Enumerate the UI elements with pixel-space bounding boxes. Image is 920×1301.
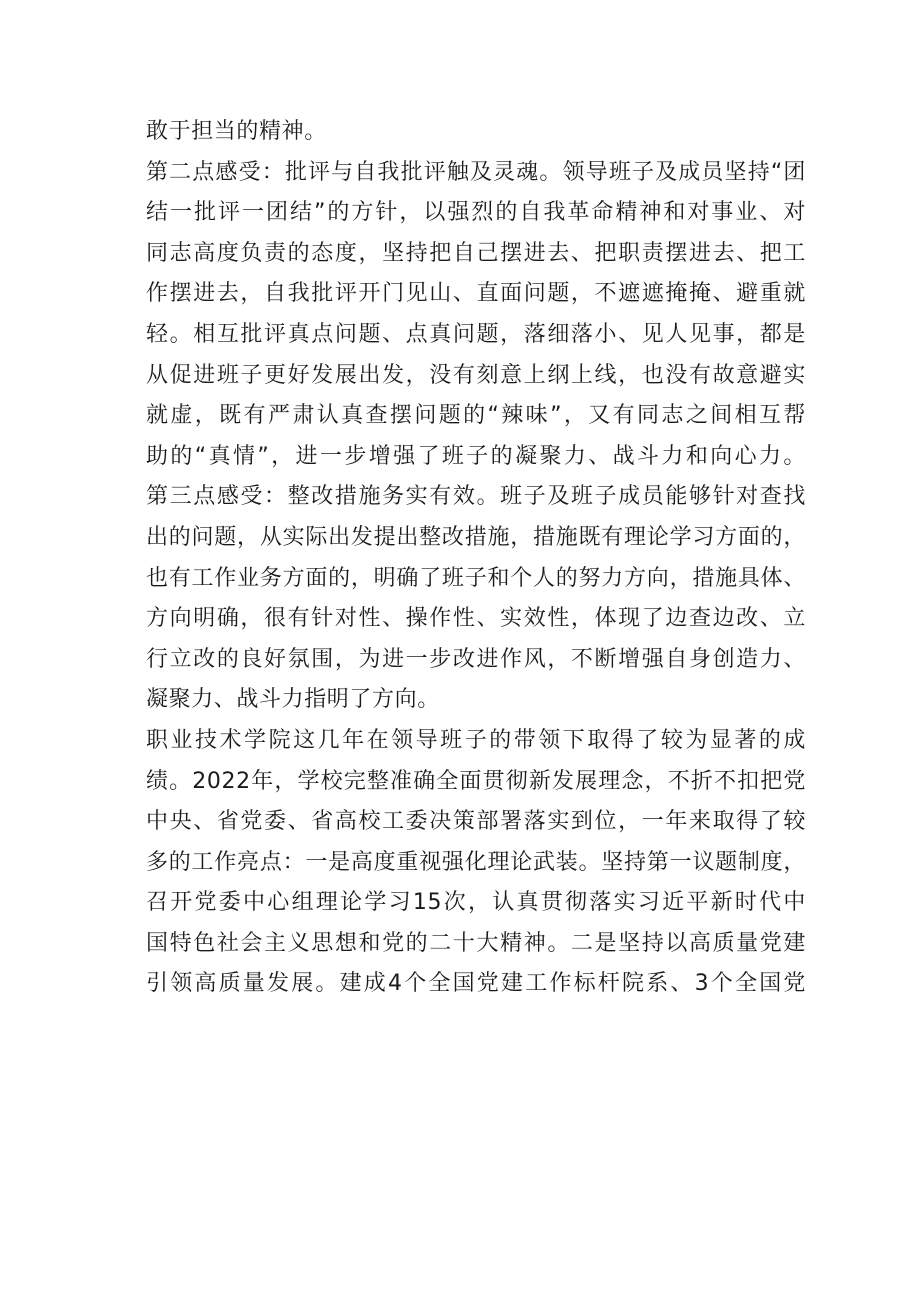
text-line: 引领高质量发展。建成4个全国党建工作标杆院系、3个全国党 (146, 971, 806, 997)
text-line: 行立改的良好氛围，为进一步改进作风，不断增强自身创造力、 (146, 646, 806, 672)
text-line: 绩。2022年，学校完整准确全面贯彻新发展理念，不折不扣把党 (146, 768, 806, 794)
text-line: 就虚，既有严肃认真查摆问题的“辣味”，又有同志之间相互帮 (146, 403, 806, 429)
text-line: 出的问题，从实际出发提出整改措施，措施既有理论学习方面的， (146, 524, 806, 550)
text-line: 中央、省党委、省高校工委决策部署落实到位，一年来取得了较 (146, 809, 806, 835)
text-line: 也有工作业务方面的，明确了班子和个人的努力方向，措施具体、 (146, 565, 806, 591)
text-line: 凝聚力、战斗力指明了方向。 (146, 687, 440, 713)
text-line: 职业技术学院这几年在领导班子的带领下取得了较为显著的成 (146, 727, 806, 753)
text-line: 同志高度负责的态度，坚持把自己摆进去、把职责摆进去、把工 (146, 240, 806, 266)
text-line: 作摆进去，自我批评开门见山、直面问题，不遮遮掩掩、避重就 (146, 281, 806, 307)
text-line: 第二点感受：批评与自我批评触及灵魂。领导班子及成员坚持“团 (146, 159, 806, 185)
text-line: 多的工作亮点：一是高度重视强化理论武装。坚持第一议题制度， (146, 849, 806, 875)
text-line: 国特色社会主义思想和党的二十大精神。二是坚持以高质量党建 (146, 930, 806, 956)
text-line: 第三点感受：整改措施务实有效。班子及班子成员能够针对查找 (146, 484, 806, 510)
body-text (146, 112, 806, 1005)
text-line: 敢于担当的精神。 (146, 119, 327, 144)
text-line: 召开党委中心组理论学习15次，认真贯彻落实习近平新时代中 (146, 890, 806, 916)
text-line: 结一批评一团结”的方针，以强烈的自我革命精神和对事业、对 (146, 200, 806, 226)
text-line: 方向明确，很有针对性、操作性、实效性，体现了边查边改、立 (146, 606, 806, 632)
text-line: 从促进班子更好发展出发，没有刻意上纲上线，也没有故意避实 (146, 362, 806, 388)
text-line: 助的“真情”，进一步增强了班子的凝聚力、战斗力和向心力。 (146, 443, 806, 469)
text-line: 轻。相互批评真点问题、点真问题，落细落小、见人见事，都是 (146, 321, 806, 347)
